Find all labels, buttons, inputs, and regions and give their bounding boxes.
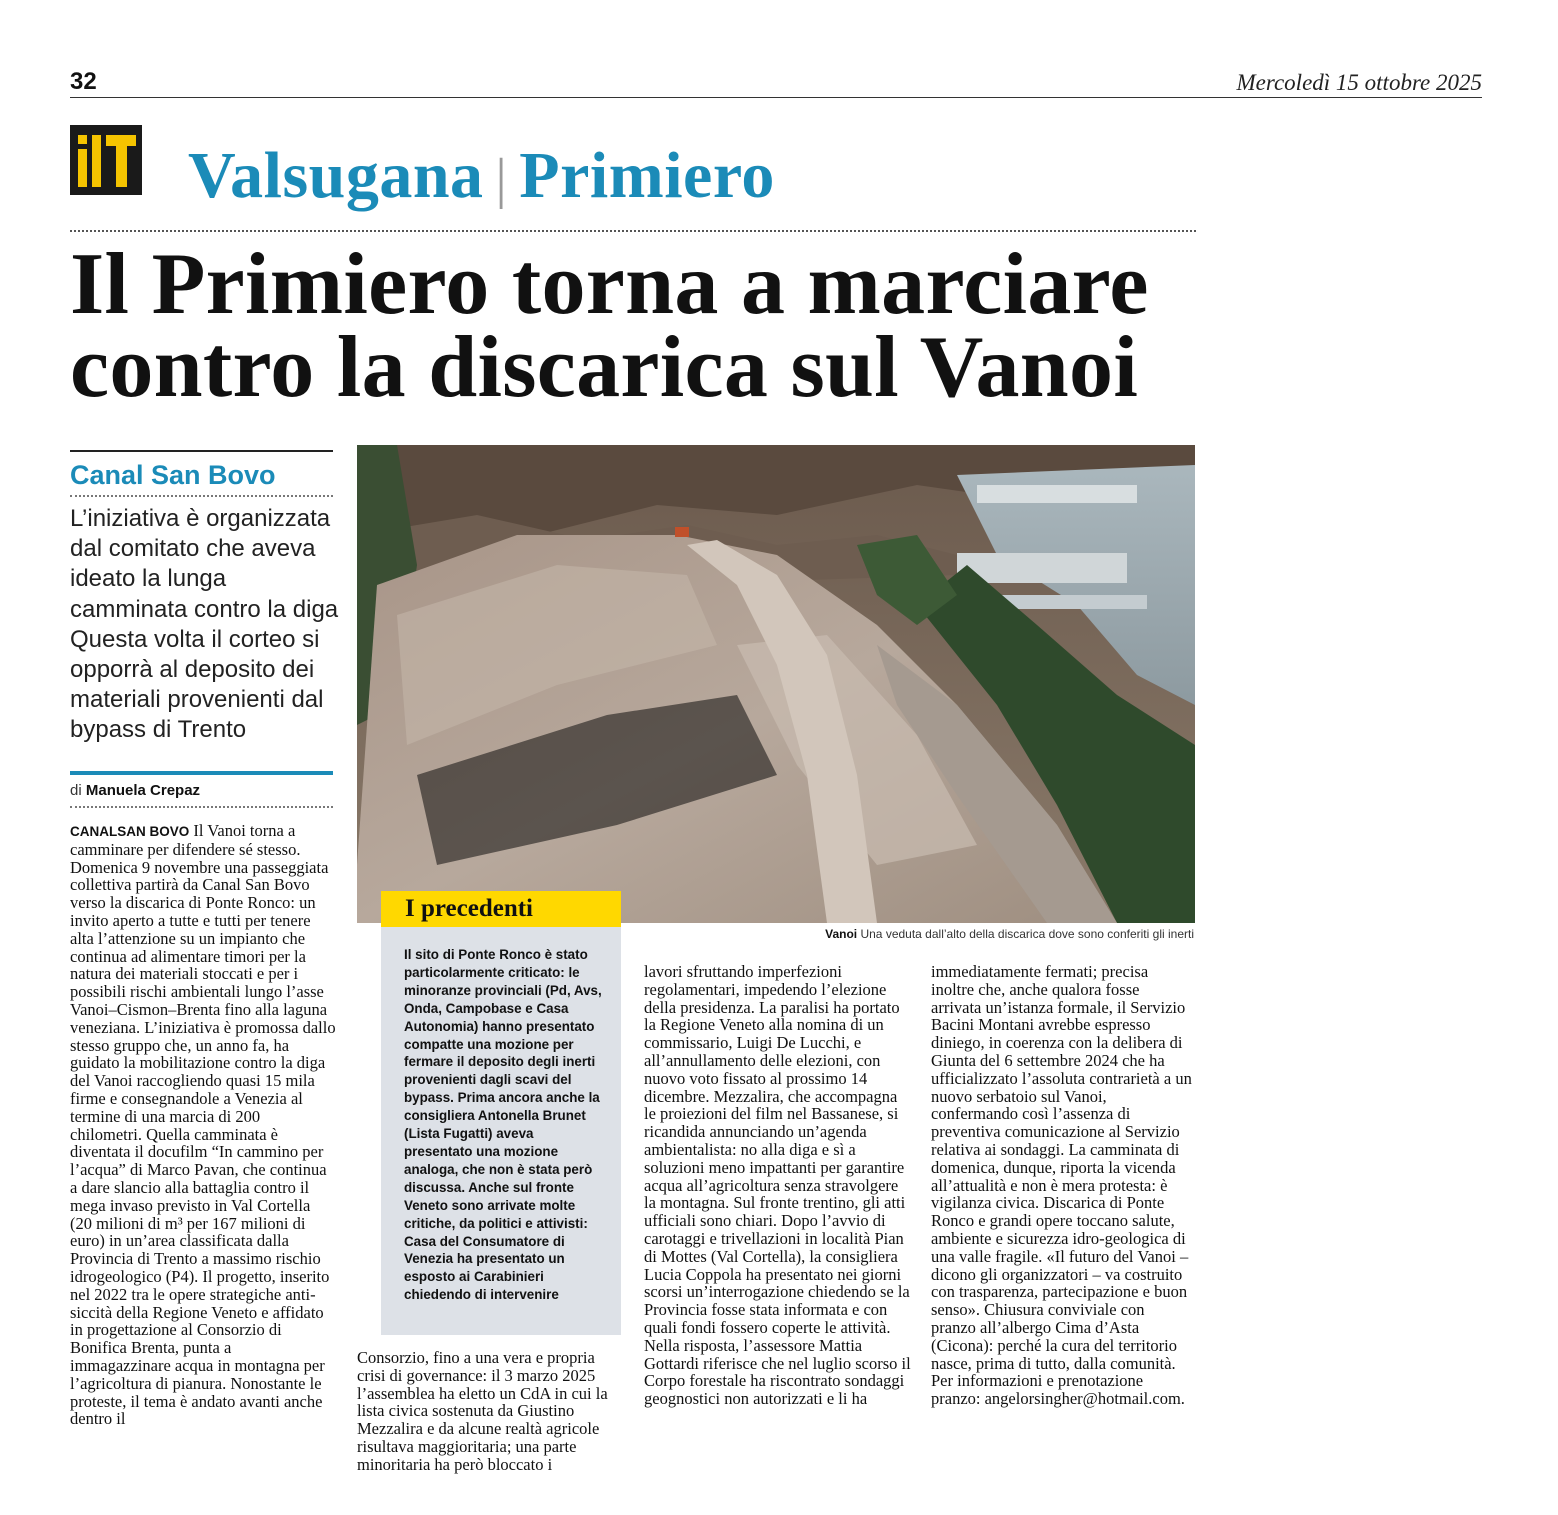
article-column-3 bbox=[644, 963, 912, 1408]
byline-prefix: di bbox=[70, 782, 82, 799]
photo-caption bbox=[825, 927, 1194, 941]
article-text-col1: Il Vanoi torna a camminare per difendere sé stesso. Domenica 9 novembre una passeggiata collettiva partirà da Canal San Bovo verso la discarica di Ponte Ronco: un invito aperto a tutte e tutti per tenere alta l’attenzione su un impianto che continua ad alimentare timori per la natura dei materiali stoccati e per i possibili rischi ambientali lungo l’asse Vanoi–Cismon–Brenta fino alla laguna veneziana. L’iniziativa è promossa dallo stesso gruppo che, un anno fa, ha guidato la mobilitazione contro la diga del Vanoi raccogliendo quasi 15 mila firme e consegnandole a Venezia al termine di una marcia di 200 chilometri. Quella camminata è diventata il docufilm “In cammino per l’acqua” di Marco Pavan, che continua a dare slancio alla battaglia contro il mega invaso previsto in Val Cortella (20 milioni di m³ per 167 milioni di euro) in un’area classificata dalla Provincia di Trento a massimo rischio idrogeologico (P4). Il progetto, inserito nel 2022 tra le opere strategiche anti-siccità della Regione Veneto e affidato in progettazione al Consorzio di Bonifica Brenta, punta a immagazzinare acqua in montagna per l’agricoltura di pianura. Nonostante le proteste, il tema è andato avanti anche dentro il bbox=[70, 821, 336, 1429]
article-text-col4: immediatamente fermati; precisa inoltre che, anche qualora fosse arrivata un’istanza formale, il Servizio Bacini Montani avrebbe espresso diniego, in coerenza con la delibera di Giunta del 6 settembre 2024 che ha ufficializzato l’assoluta contrarietà a un nuovo serbatoio sul Vanoi, confermando così l’assenza di preventiva comunicazione al Servizio relativa ai sondaggi. La camminata di domenica, dunque, riporta la vicenda all’attualità e non è mera protesta: è vigilanza civica. Discarica di Ponte Ronco e grandi opere toccano salute, ambiente e sicurezza idro-geologica di una valle fragile. «Il futuro del Vanoi – dicono gli organizzatori – va costruito con trasparenza, partecipazione e buon senso». Chiusura conviviale con pranzo all’albergo Cima d’Asta (Cicona): perché la cura del territorio nasce, prima di tutto, dalla comunità. Per informazioni e prenotazione pranzo: angelorsingher@hotmail.com. bbox=[931, 962, 1192, 1409]
sidebar-dotted-rule-2 bbox=[70, 806, 333, 808]
article-column-2 bbox=[357, 1349, 625, 1474]
sidebar-rule bbox=[70, 450, 333, 452]
article-dateline: CANALSAN BOVO bbox=[70, 824, 190, 839]
caption-label: Vanoi bbox=[825, 927, 858, 941]
sidebar-dotted-rule bbox=[70, 495, 333, 497]
page-number: 32 bbox=[70, 68, 97, 95]
article-column-4 bbox=[931, 963, 1193, 1408]
article-text-col3: lavori sfruttando imperfezioni regolamentari, impedendo l’elezione della presidenza. La paralisi ha portato la Regione Veneto alla nomina di un commissario, Luigi De Lucchi, e all’annullamento delle elezioni, con nuovo voto fissato al prossimo 14 dicembre. Mezzalira, che accompagna le proiezioni del film nel Bassanese, si ricandida annunciando un’agenda ambientalista: no alla diga e sì a soluzioni meno impattanti per garantire acqua all’agricoltura senza stravolgere la montagna. Sul fronte trentino, gli atti ufficiali sono chiari. Dopo l’avvio di carotaggi e trivellazioni in località Pian di Mottes (Val Cortella), la consigliera Lucia Coppola ha presentato nei giorni scorsi un’interrogazione chiedendo se la Provincia fosse stata informata e con quali fondi fossero coperte le attività. Nella risposta, l’assessore Mattia Gottardi riferisce che nel luglio scorso il Corpo forestale ha riscontrato sondaggi geognostici non autorizzati e li ha bbox=[644, 962, 911, 1409]
newspaper-logo-icon bbox=[70, 125, 142, 195]
article-headline: Il Primiero torna a marciare contro la discarica sul Vanoi bbox=[70, 236, 1149, 416]
page-date: Mercoledì 15 ottobre 2025 bbox=[1236, 70, 1482, 95]
section-separator: | bbox=[495, 148, 508, 210]
sidebar-box-text: Il sito di Ponte Ronco è stato particolarmente criticato: le minoranze provinciali (Pd, Avs, Onda, Campobase e Casa Autonomia) hanno presentato compatte una mozione per fermare il deposito degli inerti provenienti dagli scavi del bypass. Prima ancora anche la consigliera Antonella Brunet (Lista Fugatti) aveva presentato una mozione analoga, che non è stata però discussa. Anche sul fronte Veneto sono arrivate molte critiche, da politici e attivisti: Casa del Consumatore di Venezia ha presentato un esposto ai Carabinieri chiedendo di intervenire bbox=[404, 947, 602, 1303]
article-summary: L’iniziativa è organizzata dal comitato che aveva ideato la lunga camminata contro la diga Questa volta il corteo si opporrà al deposito dei materiali provenienti dal bypass di Trento bbox=[70, 505, 339, 744]
author-name: Manuela Crepaz bbox=[85, 782, 201, 799]
article-column-1 bbox=[70, 822, 336, 1428]
caption-text: Una veduta dall’alto della discarica dove sono conferiti gli inerti bbox=[860, 927, 1194, 941]
dotted-divider bbox=[70, 230, 1196, 232]
top-rule bbox=[70, 97, 1482, 98]
article-kicker: Canal San Bovo bbox=[70, 460, 276, 490]
section-name-left: Valsugana bbox=[188, 139, 484, 212]
section-name-right: Primiero bbox=[519, 139, 775, 212]
sidebar-box-header bbox=[381, 891, 621, 927]
sidebar-box-title: I precedenti bbox=[405, 895, 533, 922]
byline bbox=[70, 782, 200, 799]
sidebar-accent-rule bbox=[70, 771, 333, 775]
section-title bbox=[188, 138, 775, 214]
article-text-col2: Consorzio, fino a una vera e propria crisi di governance: il 3 marzo 2025 l’assemblea ha eletto un CdA in cui la lista civica sostenuta da Giustino Mezzalira e da alcune realtà agricole risultava maggioritaria; una parte minoritaria ha però bloccato i bbox=[357, 1348, 608, 1474]
article-photo bbox=[357, 445, 1195, 923]
